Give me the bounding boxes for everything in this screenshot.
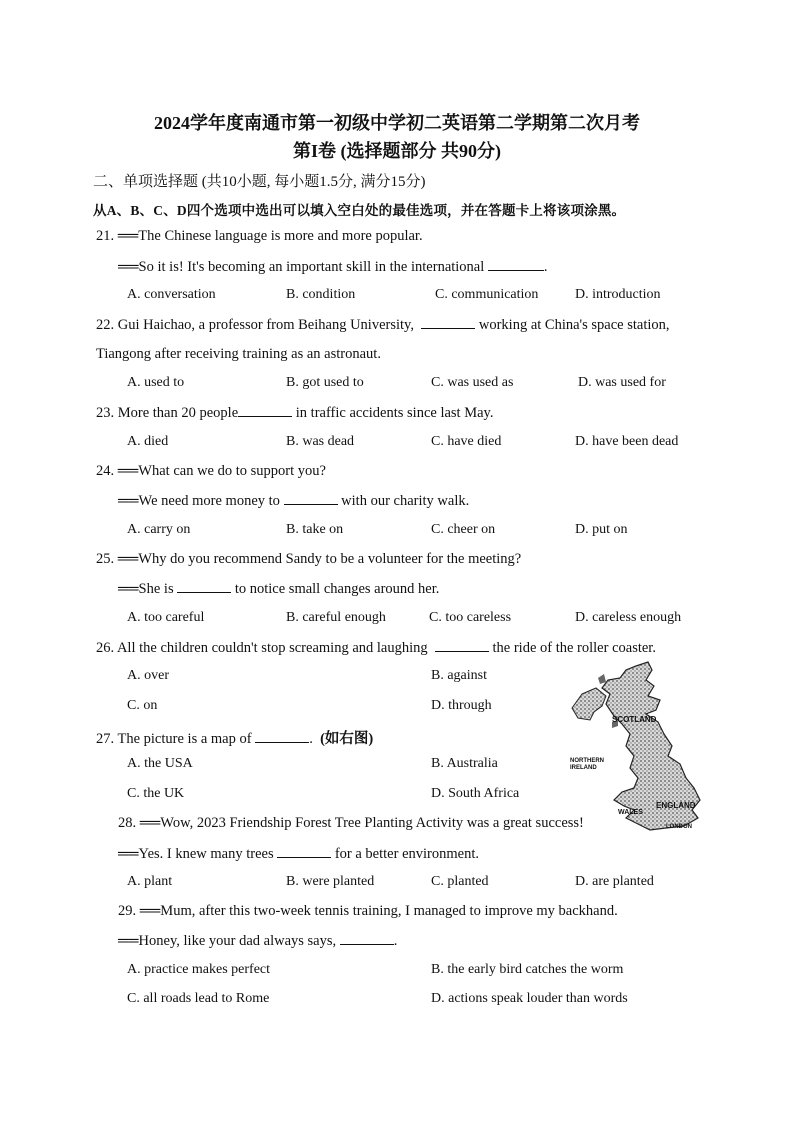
map-label-northern-ireland: NORTHERN IRELAND bbox=[570, 758, 604, 771]
q22-option-a[interactable]: A. used to bbox=[127, 375, 185, 390]
q27-option-d[interactable]: D. South Africa bbox=[431, 786, 520, 801]
q21-option-d[interactable]: D. introduction bbox=[575, 287, 661, 302]
q23-option-b[interactable]: B. was dead bbox=[286, 434, 355, 449]
q25-stem: 25. ══Why do you recommend Sandy to be a volunteer for the meeting? bbox=[96, 551, 522, 567]
q28-reply: ══Yes. I knew many trees for a better environment. bbox=[118, 846, 479, 862]
q23-option-d[interactable]: D. have been dead bbox=[575, 434, 679, 449]
q29-option-a[interactable]: A. practice makes perfect bbox=[127, 962, 271, 977]
q24-option-d[interactable]: D. put on bbox=[575, 522, 628, 537]
section-heading: 二、单项选择题 (共10小题, 每小题1.5分, 满分15分) bbox=[93, 174, 426, 190]
q23-option-c[interactable]: C. have died bbox=[431, 434, 502, 449]
q29-option-d[interactable]: D. actions speak louder than words bbox=[431, 991, 628, 1006]
q25-option-a[interactable]: A. too careful bbox=[127, 610, 205, 625]
q29-option-c[interactable]: C. all roads lead to Rome bbox=[127, 991, 270, 1006]
q27-option-c[interactable]: C. the UK bbox=[127, 786, 185, 801]
q27-stem: 27. The picture is a map of . (如右图) bbox=[96, 731, 374, 747]
q21-option-a[interactable]: A. conversation bbox=[127, 287, 216, 302]
q21-option-c[interactable]: C. communication bbox=[435, 287, 539, 302]
q23-stem: 23. More than 20 people in traffic accidents since last May. bbox=[96, 405, 494, 421]
map-label-england: ENGLAND bbox=[656, 801, 696, 810]
q28-option-d[interactable]: D. are planted bbox=[575, 874, 654, 889]
q29-option-b[interactable]: B. the early bird catches the worm bbox=[431, 962, 624, 977]
map-label-wales: WALES bbox=[618, 809, 643, 816]
q22-option-b[interactable]: B. got used to bbox=[286, 375, 364, 390]
section-instruction: 从A、B、C、D四个选项中选出可以填入空白处的最佳选项，并在答题卡上将该项涂黑。 bbox=[93, 203, 626, 218]
q22-option-c[interactable]: C. was used as bbox=[431, 375, 514, 390]
q27-option-a[interactable]: A. the USA bbox=[127, 756, 193, 771]
q23-option-a[interactable]: A. died bbox=[127, 434, 169, 449]
q21-stem: 21. ══The Chinese language is more and more popular. bbox=[96, 228, 423, 244]
q29-stem: 29. ══Mum, after this two-week tennis training, I managed to improve my backhand. bbox=[118, 903, 618, 919]
q29-reply: ══Honey, like your dad always says, . bbox=[118, 933, 398, 949]
exam-subtitle: 第I卷 (选择题部分 共90分) bbox=[293, 141, 501, 161]
q24-reply: ══We need more money to with our charity walk. bbox=[118, 493, 470, 509]
q24-option-a[interactable]: A. carry on bbox=[127, 522, 191, 537]
q28-option-a[interactable]: A. plant bbox=[127, 874, 173, 889]
exam-title: 2024学年度南通市第一初级中学初二英语第二学期第二次月考 bbox=[154, 113, 640, 133]
q22-stem-cont: Tiangong after receiving training as an astronaut. bbox=[96, 346, 381, 362]
q28-option-b[interactable]: B. were planted bbox=[286, 874, 375, 889]
q25-option-c[interactable]: C. too careless bbox=[429, 610, 512, 625]
uk-map-image bbox=[568, 660, 718, 850]
q26-option-a[interactable]: A. over bbox=[127, 668, 169, 683]
map-label-london: LONDON bbox=[666, 824, 692, 830]
q21-option-b[interactable]: B. condition bbox=[286, 287, 356, 302]
q28-stem: 28. ══Wow, 2023 Friendship Forest Tree Planting Activity was a great success! bbox=[118, 815, 584, 831]
q22-option-d[interactable]: D. was used for bbox=[578, 375, 666, 390]
q24-stem: 24. ══What can we do to support you? bbox=[96, 463, 326, 479]
q22-stem: 22. Gui Haichao, a professor from Beihang University, working at China's space station, bbox=[96, 317, 670, 333]
map-label-scotland: SCOTLAND bbox=[612, 715, 657, 724]
q28-option-c[interactable]: C. planted bbox=[431, 874, 489, 889]
q26-option-b[interactable]: B. against bbox=[431, 668, 487, 683]
q26-stem: 26. All the children couldn't stop screaming and laughing the ride of the roller coaster. bbox=[96, 640, 656, 656]
ireland-shape bbox=[572, 688, 606, 720]
q25-option-b[interactable]: B. careful enough bbox=[286, 610, 386, 625]
q26-option-d[interactable]: D. through bbox=[431, 698, 492, 713]
q24-option-b[interactable]: B. take on bbox=[286, 522, 344, 537]
q24-option-c[interactable]: C. cheer on bbox=[431, 522, 496, 537]
q25-reply: ══She is to notice small changes around her. bbox=[118, 581, 440, 597]
q25-option-d[interactable]: D. careless enough bbox=[575, 610, 682, 625]
q27-option-b[interactable]: B. Australia bbox=[431, 756, 498, 771]
q26-option-c[interactable]: C. on bbox=[127, 698, 158, 713]
q21-reply: ══So it is! It's becoming an important skill in the international . bbox=[118, 259, 548, 275]
